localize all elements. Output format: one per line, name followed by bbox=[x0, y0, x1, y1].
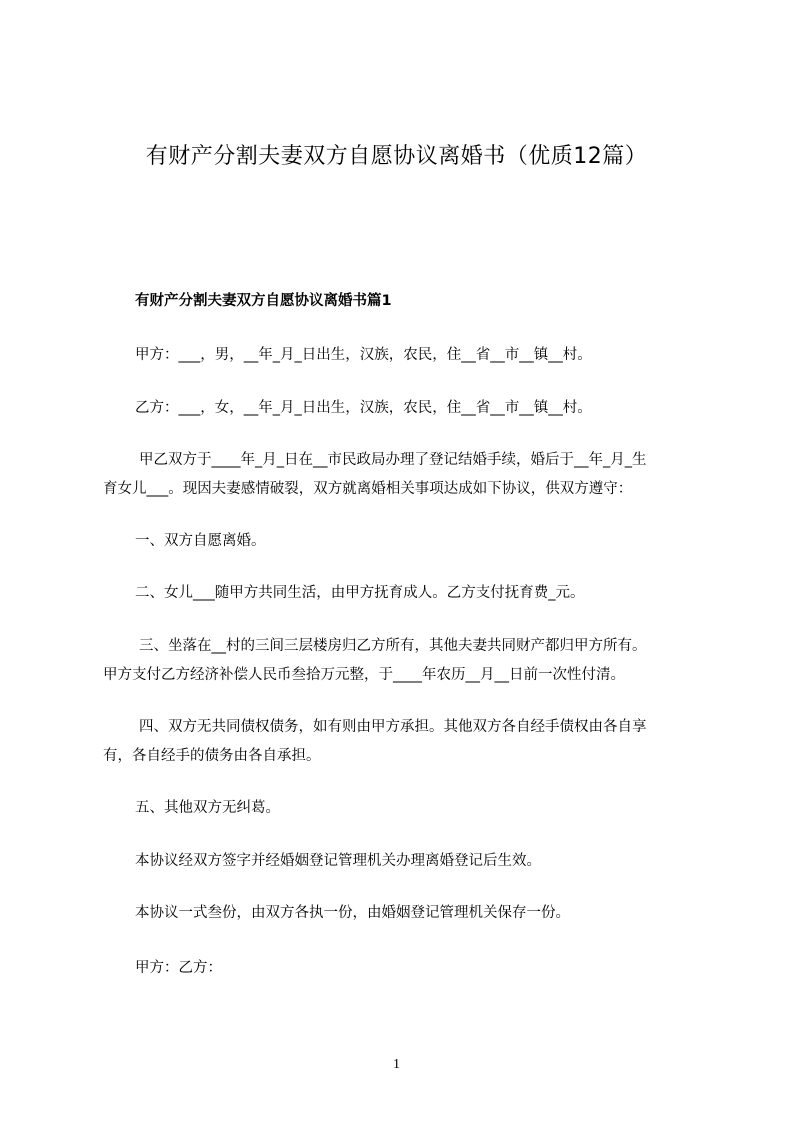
paragraph-line: 本协议一式叁份，由双方各执一份，由婚姻登记管理机关保存一份。 bbox=[135, 905, 570, 921]
paragraph-line: 三、坐落在__村的三间三层楼房归乙方所有，其他夫妻共同财产都归甲方所有。 bbox=[139, 638, 647, 654]
paragraph-line: 乙方：___，女，__年_月_日出生，汉族，农民，住__省__市__镇__村。 bbox=[135, 400, 592, 416]
paragraph-line: 一、双方自愿离婚。 bbox=[135, 533, 266, 549]
document-title: 有财产分割夫妻双方自愿协议离婚书（优质12篇） bbox=[145, 144, 648, 169]
party-a-info bbox=[103, 341, 745, 370]
paragraph-line: 甲方：___，男，__年_月_日出生，汉族，农民，住__省__市__镇__村。 bbox=[135, 347, 592, 363]
paragraph-line: 四、双方无共同债权债务，如有则由甲方承担。其他双方各自经手债权由各自享 bbox=[139, 719, 647, 735]
paragraph-line: 育女儿___。现因夫妻感情破裂，双方就离婚相关事项达成如下协议，供双方遵守： bbox=[103, 481, 633, 497]
copies-clause bbox=[103, 899, 745, 928]
paragraph-line: 甲方支付乙方经济补偿人民币叁拾万元整，于____年农历__月__日前一次性付清。 bbox=[103, 667, 625, 683]
effective-clause bbox=[103, 847, 745, 876]
signature-line bbox=[103, 954, 745, 983]
clause-3 bbox=[103, 632, 713, 690]
clause-4 bbox=[103, 713, 713, 771]
clause-1 bbox=[103, 527, 745, 556]
section-heading: 有财产分割夫妻双方自愿协议离婚书篇1 bbox=[135, 293, 392, 309]
paragraph-line: 甲乙双方于____年_月_日在__市民政局办理了登记结婚手续，婚后于__年_月_生 bbox=[139, 452, 647, 468]
paragraph-line: 二、女儿___随甲方共同生活，由甲方抚育成人。乙方支付抚育费_元。 bbox=[135, 585, 585, 601]
clause-5 bbox=[103, 794, 745, 823]
party-b-info bbox=[103, 394, 745, 423]
paragraph-line: 有，各自经手的债务由各自承担。 bbox=[103, 748, 321, 764]
clause-2 bbox=[103, 579, 745, 608]
marriage-background-paragraph bbox=[103, 446, 713, 504]
page-number: 1 bbox=[393, 1057, 400, 1072]
paragraph-line: 五、其他双方无纠葛。 bbox=[135, 800, 280, 816]
paragraph-line: 甲方：乙方： bbox=[135, 960, 222, 976]
paragraph-line: 本协议经双方签字并经婚姻登记管理机关办理离婚登记后生效。 bbox=[135, 853, 541, 869]
